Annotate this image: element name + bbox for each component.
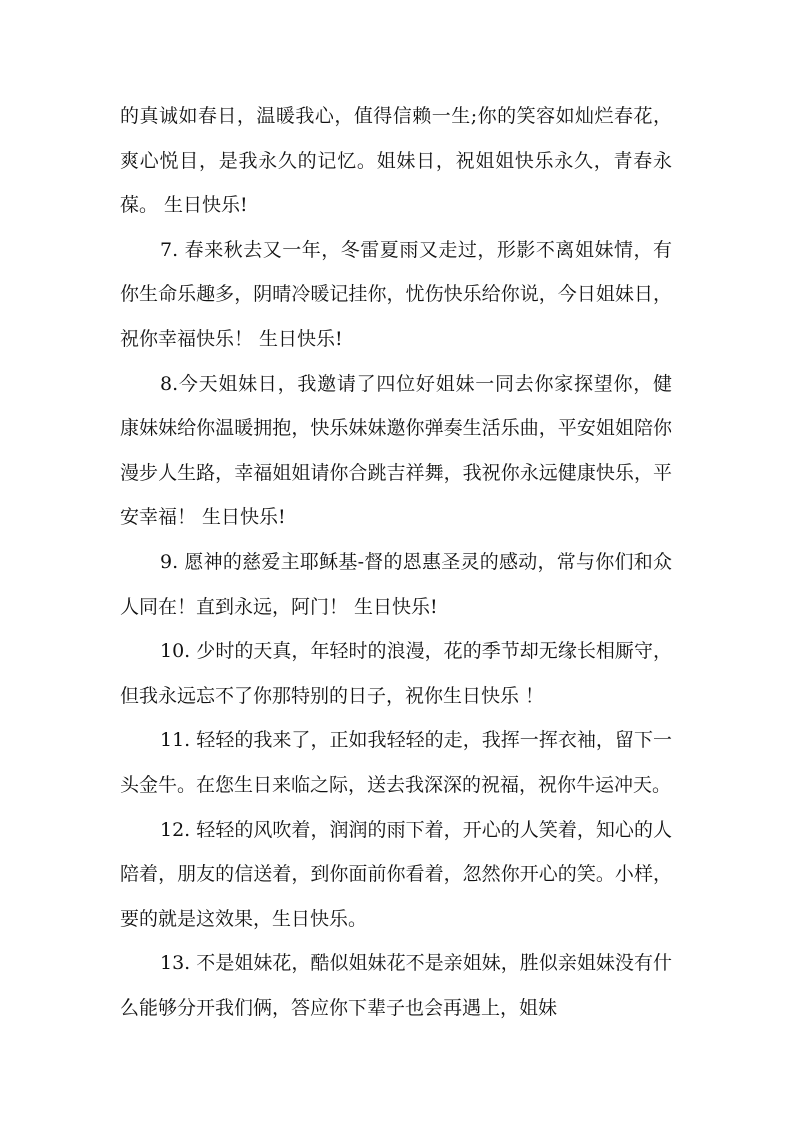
paragraph-item-10: 10. 少时的天真，年轻时的浪漫，花的季节却无缘长相厮守，但我永远忘不了你那特别的日子，祝你生日快乐 ！ xyxy=(120,640,672,707)
paragraph-continuation: 的真诚如春日，温暖我心，值得信赖一生;你的笑容如灿烂春花，爽心悦目，是我永久的记忆。姐妹日，祝姐姐快乐永久，青春永葆。 生日快乐! xyxy=(120,105,672,217)
paragraph-item-11: 11. 轻轻的我来了，正如我轻轻的走，我挥一挥衣袖，留下一头金牛。在您生日来临之际，送去我深深的祝福，祝你牛运冲天。 xyxy=(120,729,672,796)
paragraph-item-12: 12. 轻轻的风吹着，润润的雨下着，开心的人笑着，知心的人陪着，朋友的信送着，到你面前你看着，忽然你开心的笑。小样，要的就是这效果，生日快乐。 xyxy=(120,818,672,930)
paragraph-item-7: 7. 春来秋去又一年，冬雷夏雨又走过，形影不离姐妹情，有你生命乐趣多，阴晴冷暖记挂你，忧伤快乐给你说，今日姐妹日，祝你幸福快乐！ 生日快乐! xyxy=(120,238,672,350)
paragraph-item-9: 9. 愿神的慈爱主耶稣基-督的恩惠圣灵的感动，常与你们和众人同在！直到永远，阿门！ 生日快乐! xyxy=(120,550,672,618)
paragraph-item-13: 13. 不是姐妹花，酷似姐妹花不是亲姐妹，胜似亲姐妹没有什么能够分开我们俩，答应你下辈子也会再遇上，姐妹 xyxy=(120,952,672,1019)
paragraph-item-8: 8.今天姐妹日，我邀请了四位好姐妹一同去你家探望你，健康妹妹给你温暖拥抱，快乐妹妹邀你弹奏生活乐曲，平安姐姐陪你漫步人生路，幸福姐姐请你合跳吉祥舞，我祝你永远健康快乐，平安幸福！ 生日快乐! xyxy=(120,372,672,529)
document-body xyxy=(120,94,672,1030)
